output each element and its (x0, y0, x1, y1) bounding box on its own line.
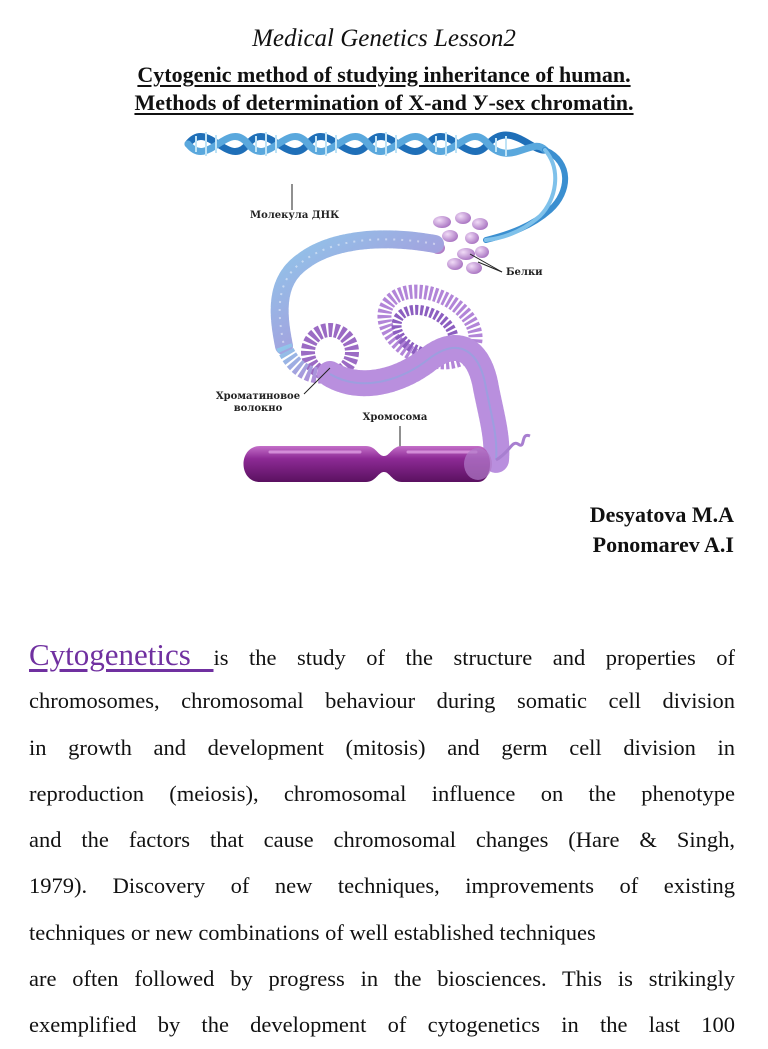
author-2: Ponomarev A.I (592, 532, 734, 557)
label-chromosome: Хромосома (362, 412, 428, 423)
paragraph-line-9: exemplified by the development of cytogenetics in the last 100 (29, 1012, 735, 1038)
dna-chromosome-illustration (180, 122, 600, 494)
paragraph-line-2: chromosomes, chromosomal behaviour during somatic cell division (29, 688, 735, 714)
paragraph-line-1 (29, 632, 735, 678)
subtitle-text-1: Cytogenic method of studying inheritance of human. (137, 62, 631, 87)
term-cytogenetics: Cytogenetics (29, 637, 214, 672)
paragraph-line-6: 1979). Discovery of new techniques, improvements of existing (29, 873, 735, 899)
paragraph-line-1-text: is the study of the structure and properties of (213, 645, 735, 670)
paragraph-line-4: reproduction (meiosis), chromosomal influence on the phenotype (29, 780, 735, 806)
subtitle-line-1 (0, 61, 768, 89)
label-dna: Молекула ДНК (250, 210, 340, 221)
label-proteins: Белки (506, 267, 543, 278)
subtitle-line-2 (0, 89, 768, 117)
paragraph-line-8: are often followed by progress in the biosciences. This is strikingly (29, 966, 735, 992)
author-1: Desyatova M.A (589, 502, 734, 527)
subtitle-text-2: Methods of determination of X-and У-sex chromatin. (134, 90, 634, 115)
paragraph-line-5: and the factors that cause chromosomal changes (Hare & Singh, (29, 827, 735, 853)
dna-helix (188, 132, 565, 240)
paragraph-line-3: in growth and development (mitosis) and germ cell division in (29, 734, 735, 760)
chromosome (244, 446, 493, 482)
chromatin-fiber (280, 239, 530, 460)
body-paragraph (29, 632, 735, 1049)
label-fiber-line2: волокно (233, 403, 283, 414)
label-fiber-line1: Хроматиновое (215, 391, 301, 402)
paragraph-line-7: techniques or new combinations of well established techniques (29, 919, 596, 945)
lesson-title: Medical Genetics Lesson2 (252, 25, 516, 52)
illustration-svg (180, 122, 600, 494)
